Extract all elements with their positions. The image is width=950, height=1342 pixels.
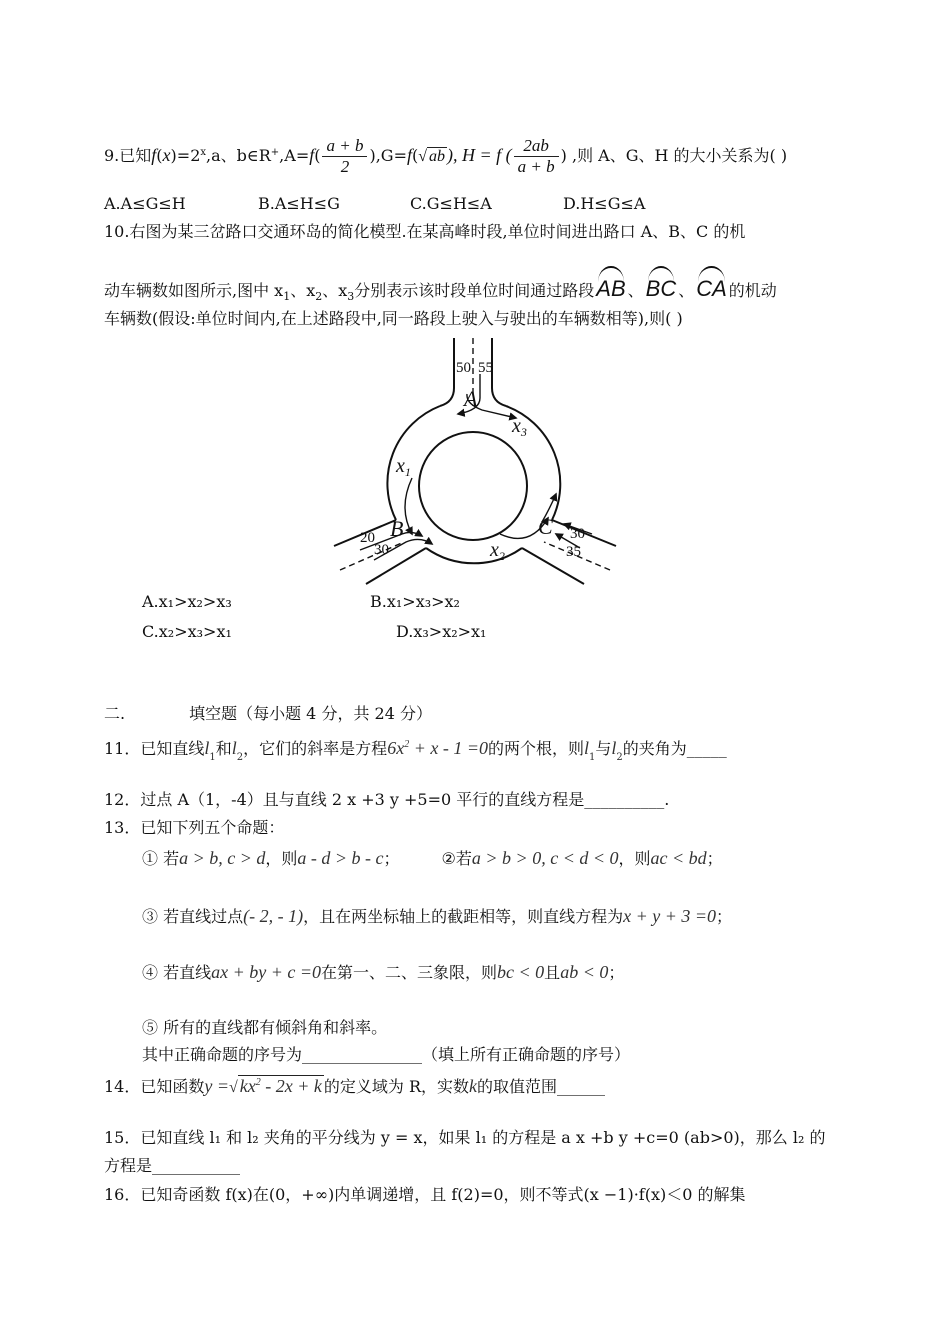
q9-x: x: [162, 145, 171, 166]
q13-answer: 其中正确命题的序号为_______________（填上所有正确命题的序号）: [142, 1045, 631, 1064]
q12: 12．过点 A（1，-4）且与直线 2 x +3 y +5=0 平行的直线方程是__________.: [104, 790, 670, 809]
arc-ca: CA: [696, 266, 727, 302]
q13-p3-b: ，且在两坐标轴上的截距相等，则直线方程为: [303, 907, 624, 926]
q13-p4: [142, 962, 850, 984]
label-20: 20: [360, 530, 375, 546]
q10-choice-a: A.x₁>x₂>x₃: [142, 592, 232, 611]
q9-choice-a: A.A≤G≤H: [104, 194, 186, 213]
q13-p4-m2: bc < 0: [497, 962, 545, 982]
q13-p3-a: ③ 若直线过点: [142, 907, 244, 926]
q10-choice-b: B.x₁>x₃>x₂: [370, 592, 460, 611]
q14-rad-a: kx: [239, 1076, 256, 1096]
q9-sup-x: x: [200, 146, 207, 158]
q9-frac-den: 2: [340, 156, 350, 176]
q13-p1-m1: a > b, c > d: [179, 848, 266, 868]
q11-text-c: 的两个根，则: [487, 739, 584, 758]
label-x3: $x_3$: [512, 415, 527, 439]
q9-choice-c: C.G≤H≤A: [410, 194, 492, 213]
q11-eq-sup: 2: [404, 739, 410, 750]
q11-and: 和: [215, 739, 232, 758]
q10-sub2: 2: [315, 290, 323, 304]
q13-p4-a: ④ 若直线: [142, 963, 212, 982]
q11-s1b: 1: [589, 752, 596, 763]
q15-line1: 15．已知直线 l₁ 和 l₂ 夹角的平分线为 y = x，如果 l₁ 的方程是 a x +b y +c=0 (ab>0)，那么 l₂ 的: [104, 1128, 826, 1147]
road-top-right: [492, 338, 506, 406]
q9-frac-num: a + b: [322, 137, 367, 157]
q9-sqrt-rad: ab: [429, 148, 446, 166]
q13-p4-m3: ab < 0: [560, 962, 609, 982]
q10-text-d: 分别表示该时段单位时间通过路段: [354, 281, 595, 300]
q9-eq: )=2: [170, 146, 201, 166]
q9-choice-d: D.H≤G≤A: [563, 194, 646, 213]
q14: [104, 1076, 850, 1098]
q14-text-a: 14．已知函数: [104, 1077, 205, 1096]
q11-equation: [387, 738, 488, 758]
q9-f: f: [151, 145, 157, 166]
q13-p2-a: ②若: [441, 849, 472, 868]
q13-p3-m2: x + y + 3 =0: [623, 906, 717, 926]
label-30-left: 30: [374, 542, 389, 558]
q11-text-b: ，它们的斜率是方程: [243, 739, 388, 758]
q11-with: 与: [595, 739, 612, 758]
q14-k: k: [469, 1076, 478, 1096]
q13-p1-p2: [142, 848, 850, 870]
road-top-left: [440, 338, 454, 406]
roundabout-diagram: [330, 338, 620, 588]
q11-l2b: l: [611, 738, 617, 758]
q11-text-a: 11．已知直线: [104, 739, 205, 758]
q10-choice-d: D.x₃>x₂>x₁: [396, 622, 487, 641]
label-35: 35: [566, 544, 581, 560]
q9-sqrt: √ ab: [418, 148, 446, 166]
q11: [104, 738, 850, 764]
label-b: B: [390, 516, 404, 541]
inner-island: [419, 432, 527, 540]
q11-s1: 1: [209, 752, 216, 763]
q9-g-eq: ),G=: [369, 146, 407, 166]
arc-ab: AB: [596, 266, 625, 302]
section-2-num: 二.: [104, 704, 126, 723]
q13-p4-m1: ax + by + c =0: [211, 962, 322, 982]
q13-p4-b: 在第一、二、三象限，则: [321, 963, 498, 982]
label-x1: $x_1$: [396, 455, 411, 479]
q9-ab: ,a、b∈R: [206, 146, 271, 166]
q11-eq-rest: + x - 1 =0: [409, 738, 488, 758]
q10-sep1: 、: [627, 281, 644, 300]
q13-p1-a: ① 若: [142, 849, 180, 868]
label-x2: $x_2$: [490, 539, 505, 563]
q14-rad: [238, 1075, 324, 1096]
q10-text-a: 动车辆数如图所示,图中 x: [104, 281, 284, 300]
q14-y: y =: [204, 1076, 230, 1096]
q10-choice-c: C.x₂>x₃>x₁: [142, 622, 232, 641]
q15-line2: 方程是___________: [104, 1156, 241, 1175]
q13-intro: 13．已知下列五个命题：: [104, 818, 285, 837]
q9-hfrac-den: a + b: [517, 156, 555, 176]
label-55: 55: [478, 360, 493, 376]
q9-text: 9.已知: [104, 146, 152, 166]
q10-line2: [104, 266, 850, 303]
label-a: A: [464, 386, 478, 411]
q9-choice-b: B.A≤H≤G: [258, 194, 340, 213]
q9-sup-plus: +: [270, 146, 280, 158]
q10-text-c: 、x: [322, 281, 348, 300]
q10-text-b: 、x: [290, 281, 316, 300]
q11-l2: l: [231, 738, 237, 758]
q13-p2-b: ，则: [618, 849, 651, 868]
section-2-title: 填空题（每小题 4 分，共 24 分）: [189, 704, 432, 723]
label-50: 50: [456, 360, 471, 376]
q14-text-c: 的取值范围______: [477, 1077, 606, 1096]
q10-text-e: 的机动: [728, 281, 777, 300]
q14-text-b: 的定义域为 R，实数: [323, 1077, 470, 1096]
q13-p3-m1: (- 2, - 1): [243, 906, 304, 926]
q13-p2-m2: ac < bd: [650, 848, 707, 868]
q13-p3-c: ；: [716, 907, 733, 926]
q9-h-label: ), H = f (: [447, 145, 512, 166]
q10-sep2: 、: [678, 281, 695, 300]
section-2-heading: [104, 704, 850, 723]
q13-p1-c: ；: [383, 849, 400, 868]
label-30-right: 30: [570, 526, 585, 542]
q9-frac-h: [514, 137, 559, 176]
q13-p2-m1: a > b > 0, c < d < 0: [471, 848, 619, 868]
q9-tail: ) ,则 A、G、H 的大小关系为( ): [560, 146, 788, 166]
q13-p1-m2: a - d > b - c: [297, 848, 384, 868]
q14-sqrt: √ $kx^2 - 2x + k$: [229, 1076, 322, 1096]
q13-p4-c: 且: [544, 963, 561, 982]
q10-line3: 车辆数(假设:单位时间内,在上述路段中,同一路段上驶入与驶出的车辆数相等),则( ): [104, 309, 683, 328]
arc-bc: BC: [646, 266, 677, 302]
q11-l1: l: [204, 738, 210, 758]
label-c: C: [538, 514, 553, 539]
q11-text-d: 的夹角为_____: [622, 739, 727, 758]
q13-p1-b: ，则: [265, 849, 298, 868]
q11-eq: 6x: [387, 738, 405, 758]
q14-rad-b: - 2x + k: [260, 1076, 322, 1096]
q9-a-eq: ,A=: [279, 146, 310, 166]
q10-line1: 10.右图为某三岔路口交通环岛的简化模型.在某高峰时段,单位时间进出路口 A、B、C 的机: [104, 222, 746, 241]
q10-sub1: 1: [283, 290, 291, 304]
q11-l1b: l: [583, 738, 589, 758]
q13-p4-d: ；: [608, 963, 625, 982]
q11-s2b: 2: [616, 752, 623, 763]
q13-p5: ⑤ 所有的直线都有倾斜角和斜率。: [142, 1018, 388, 1037]
q16: 16．已知奇函数 f(x)在(0，+∞)内单调递增，且 f(2)=0，则不等式(x −1)·f(x)＜0 的解集: [104, 1185, 746, 1204]
q13-p2-c: ；: [706, 849, 723, 868]
arrow-left-ring: [405, 478, 412, 534]
ring-bottom: [426, 548, 522, 563]
q10-sub3: 3: [347, 290, 355, 304]
q13-p3: [142, 906, 850, 928]
q9-stem: 9.已知$f(x)=2^x,a$、b∈R+,A=f( $\frac{a + b}{2}$ ),G=f(√ ab ), H = f ( $\frac{2ab}{a + b}$ ) ,则 A、G、H 的大小关系为( ): [104, 136, 788, 176]
q9-frac-a: [322, 137, 367, 176]
q9-hfrac-num: 2ab: [514, 137, 559, 157]
q11-s2: 2: [236, 752, 244, 763]
q14-rad-sup: 2: [255, 1077, 261, 1088]
